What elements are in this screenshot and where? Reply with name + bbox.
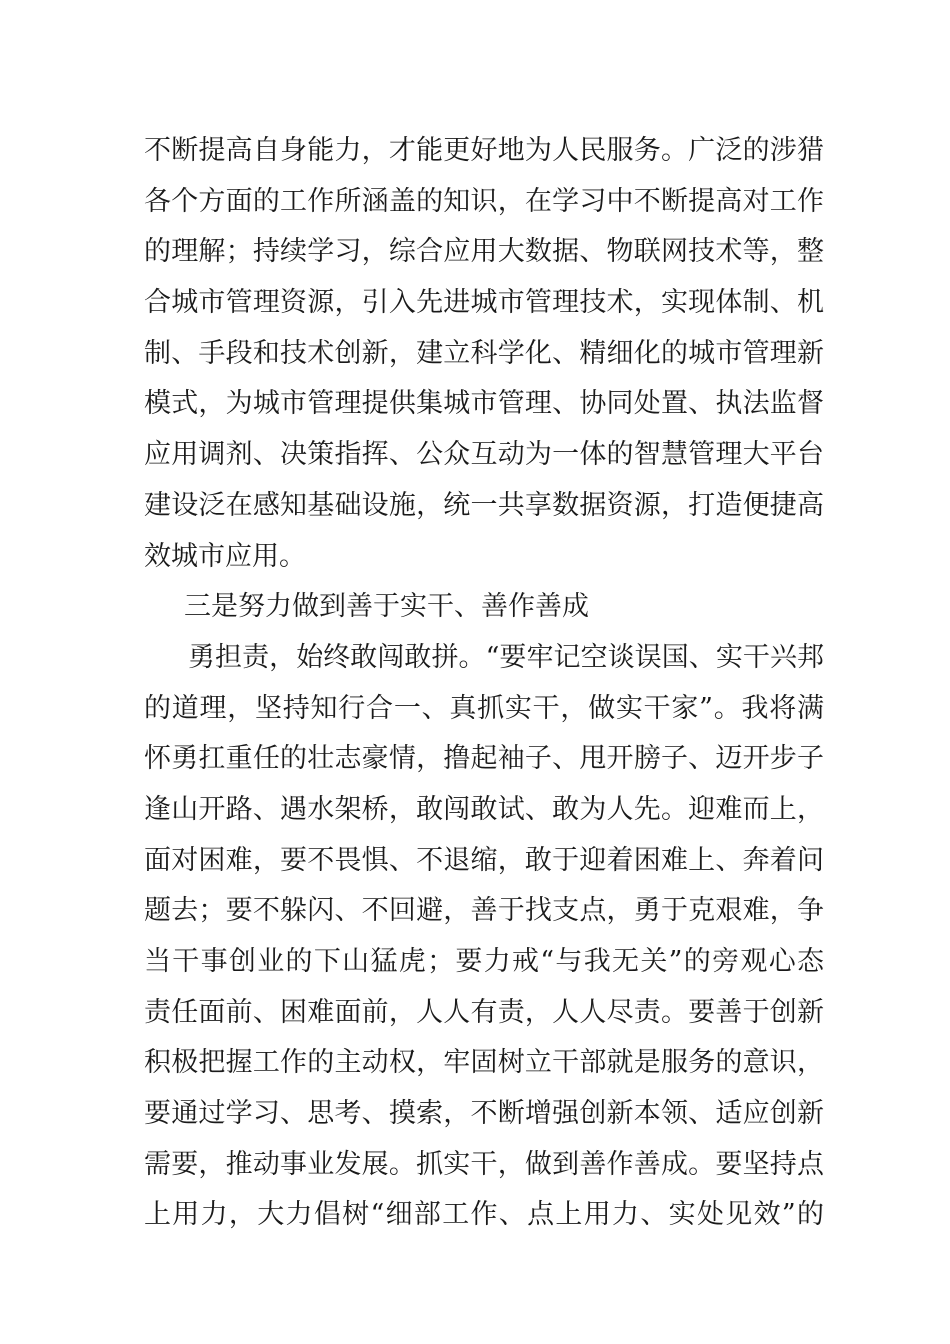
text-line: 建设泛在感知基础设施，统一共享数据资源，打造便捷高 — [144, 489, 824, 521]
text-line: 制、手段和技术创新，建立科学化、精细化的城市管理新 — [144, 337, 824, 369]
text-line: 题去；要不躲闪、不回避，善于找支点，勇于克艰难，争 — [144, 895, 824, 927]
text-line: 效城市应用。 — [144, 540, 306, 572]
text-line: 上用力，大力倡树“细部工作、点上用力、实处见效”的 — [144, 1199, 824, 1231]
text-line: 怀勇扛重任的壮志豪情，撸起袖子、甩开膀子、迈开步子 — [144, 743, 824, 775]
text-line: 模式，为城市管理提供集城市管理、协同处置、执法监督 — [144, 388, 824, 420]
text-line: 不断提高自身能力，才能更好地为人民服务。广泛的涉猎 — [144, 135, 824, 166]
text-line: 需要，推动事业发展。抓实干，做到善作善成。要坚持点 — [144, 1148, 824, 1180]
text-line: 合城市管理资源，引入先进城市管理技术，实现体制、机 — [144, 287, 824, 319]
text-line: 勇担责，始终敢闯敢拼。“要牢记空谈误国、实干兴邦 — [188, 641, 824, 673]
text-line: 面对困难，要不畏惧、不退缩，敢于迎着困难上、奔着问 — [144, 844, 824, 876]
text-line: 逢山开路、遇水架桥，敢闯敢试、敢为人先。迎难而上， — [144, 793, 824, 825]
text-line: 要通过学习、思考、摸索，不断增强创新本领、适应创新 — [144, 1098, 824, 1130]
text-line: 当干事创业的下山猛虎；要力戒“与我无关”的旁观心态 — [144, 946, 824, 977]
body-text — [144, 126, 824, 1241]
text-line: 责任面前、困难面前，人人有责，人人尽责。要善于创新 — [144, 996, 824, 1028]
section-heading: 三是努力做到善于实干、善作善成 — [184, 591, 589, 623]
text-line: 的理解；持续学习，综合应用大数据、物联网技术等，整 — [144, 236, 824, 268]
text-line: 的道理，坚持知行合一、真抓实干，做实干家”。我将满 — [144, 692, 824, 724]
text-line: 积极把握工作的主动权，牢固树立干部就是服务的意识， — [144, 1047, 824, 1079]
text-line: 各个方面的工作所涵盖的知识，在学习中不断提高对工作 — [144, 185, 824, 217]
text-line: 应用调剂、决策指挥、公众互动为一体的智慧管理大平台 — [144, 439, 824, 471]
